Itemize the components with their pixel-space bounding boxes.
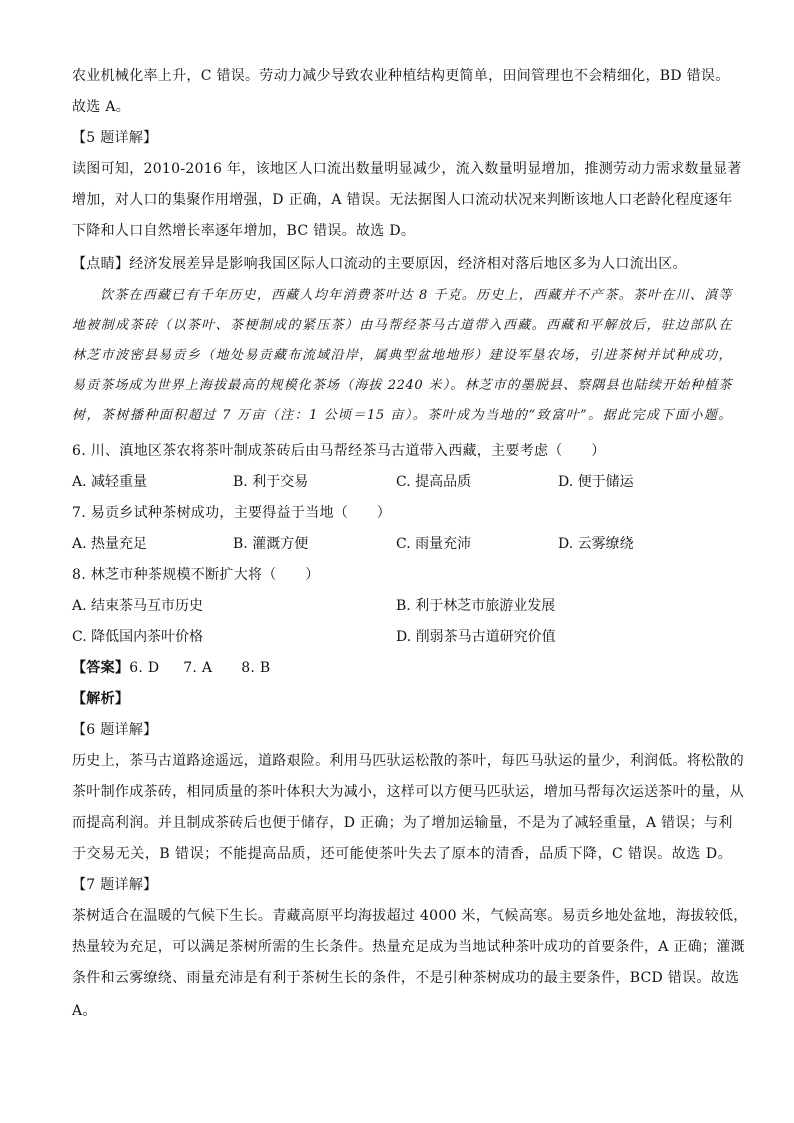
answer-label: 【答案】 [72, 660, 130, 676]
question-7-stem: 7. 易贡乡试种茶树成功，主要得益于当地（ ） [72, 505, 392, 521]
q7-option-a: A. 热量充足 [72, 536, 148, 552]
q7-option-d: D. 云雾缭绕 [558, 536, 634, 552]
text-line: 历史上，茶马古道路途遥远，道路艰险。利用马匹驮运松散的茶叶，每匹马驮运的量少，利润低。将松散的 [72, 753, 745, 769]
text-line: 茶树适合在温暖的气候下生长。青藏高原平均海拔超过 4000 米，气候高寒。易贡乡地处盆地，海拔较低， [72, 908, 748, 924]
q8-option-d: D. 削弱茶马古道研究价值 [396, 629, 556, 645]
section-heading-q7: 【7 题详解】 [72, 877, 158, 893]
passage-line: 林芝市波密县易贡乡（地处易贡藏布流域沿岸，属典型盆地地形）建设军垦农场，引进茶树并试种成功， [72, 348, 732, 363]
text-line: 于交易无关，B 错误；不能提高品质，还可能使茶叶失去了原本的清香，品质下降，C 错误。故选 D。 [72, 846, 732, 862]
section-heading-q5: 【5 题详解】 [72, 130, 158, 146]
answer-6: 6. D [129, 660, 160, 676]
text-line: 读图可知，2010-2016 年，该地区人口流出数量明显减少，流入数量明显增加，推测劳动力需求数量显著 [72, 161, 742, 177]
text-line: 下降和人口自然增长率逐年增加，BC 错误。故选 D。 [72, 223, 416, 239]
question-8-stem: 8. 林芝市种茶规模不断扩大将（ ） [72, 567, 320, 583]
text-line: 农业机械化率上升，C 错误。劳动力减少导致农业种植结构更简单，田间管理也不会精细化，BD 错误。 [72, 68, 730, 84]
analysis-label: 【解析】 [72, 691, 130, 707]
answer-7: 7. A [183, 660, 213, 676]
text-line: 增加，对人口的集聚作用增强，D 正确，A 错误。无法据图人口流动状况来判断该地人口老龄化程度逐年 [72, 192, 733, 208]
q6-option-a: A. 减轻重量 [72, 474, 148, 490]
passage-line: 饮茶在西藏已有千年历史，西藏人均年消费茶叶达 8 千克。历史上，西藏并不产茶。茶叶在川、滇等 [100, 288, 732, 303]
passage-line: 地被制成茶砖（以茶叶、茶梗制成的紧压茶）由马帮经茶马古道带入西藏。西藏和平解放后，驻边部队在 [72, 318, 732, 333]
text-line: 热量较为充足，可以满足茶树所需的生长条件。热量充足成为当地试种茶叶成功的首要条件，A 正确；灌溉 [72, 939, 745, 955]
passage-line: 易贡茶场成为世界上海拔最高的规模化茶场（海拔 2240 米）。林芝市的墨脱县、察隅县也陆续开始种植茶 [72, 378, 732, 393]
text-line: A。 [72, 1003, 97, 1019]
q8-option-c: C. 降低国内茶叶价格 [72, 629, 204, 645]
q8-option-b: B. 利于林芝市旅游业发展 [396, 598, 556, 614]
q8-option-a: A. 结束茶马互市历史 [72, 598, 204, 614]
answer-line [72, 658, 732, 678]
q7-option-b: B. 灌溉方便 [233, 536, 309, 552]
q6-option-b: B. 利于交易 [233, 474, 309, 490]
tip-line: 【点睛】经济发展差异是影响我国区际人口流动的主要原因，经济相对落后地区多为人口流出区。 [72, 256, 687, 272]
answer-8: 8. B [241, 660, 271, 676]
text-line: 茶叶制作成茶砖，相同质量的茶叶体积大为减小，这样可以方便马匹驮运，增加马帮每次运送茶叶的量，从 [72, 784, 745, 800]
text-line: 条件和云雾缭绕、雨量充沛是有利于茶树生长的条件，不是引种茶树成功的最主要条件，BCD 错误。故选 [72, 970, 740, 986]
passage-line: 树，茶树播种面积超过 7 万亩（注：1 公顷＝15 亩）。茶叶成为当地的“致富叶”。据此完成下面小题。 [72, 408, 732, 423]
text-line: 而提高利润。并且制成茶砖后也便于储存，D 正确；为了增加运输量，不是为了减轻重量，A 错误；与利 [72, 815, 733, 831]
q6-option-d: D. 便于储运 [558, 474, 634, 490]
text-line: 故选 A。 [72, 99, 131, 115]
question-6-stem: 6. 川、滇地区茶农将茶叶制成茶砖后由马帮经茶马古道带入西藏，主要考虑（ ） [72, 443, 606, 459]
q6-option-c: C. 提高品质 [396, 474, 472, 490]
section-heading-q6: 【6 题详解】 [72, 722, 158, 738]
q7-option-c: C. 雨量充沛 [396, 536, 472, 552]
